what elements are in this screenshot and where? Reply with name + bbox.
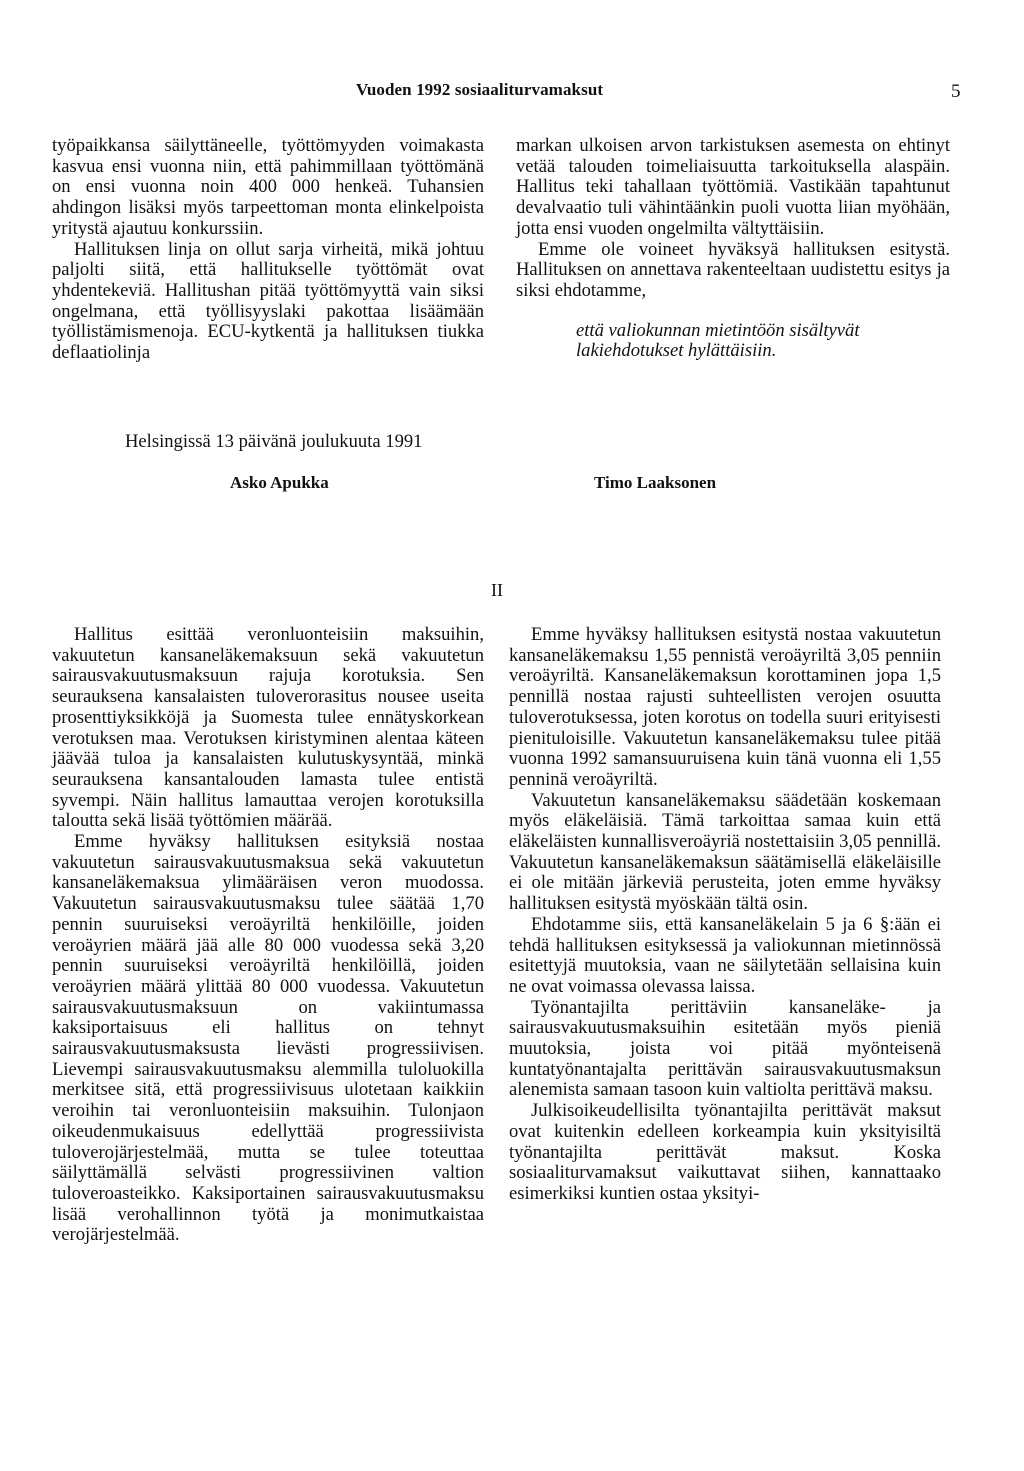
paragraph: Emme ole voineet hyväksyä hallituksen esitystä. Hallituksen on annettava rakenteeltaan uudistettu esitys ja siksi ehdotamme,: [516, 238, 950, 301]
paragraph: Hallituksen linja on ollut sarja virheitä, mikä johtuu paljolti siitä, että hallitukselle työttömät ovat yhdentekeviä. Hallitushan pitää työttömyyttä vain siksi ongelmana, että työllisyyslaki pakottaa lisäämään työllistämismenoja. ECU-kytkentä ja hallituksen tiukka deflaatiolinja: [52, 238, 484, 364]
paragraph: Hallitus esittää veronluonteisiin maksuihin, vakuutetun kansaneläkemaksuun sekä vakuutetun sairausvakuutusmaksuun rajuja korotuksia. Sen seurauksena kansalaisten tuloverorasitus nousee useita prosenttiyksikköjä ja Suomesta tulee ennätyskorkean verotuksen maa. Verotuksen kiristyminen alentaa käteen jäävää tuloa ja kansalaisten kulutuskysyntää, minkä seurauksena kansantalouden lamasta tulee entistä syvempi. Näin hallitus lamauttaa verojen korotuksilla taloutta sekä lisää työttömien määrää.: [52, 624, 484, 832]
paragraph: Emme hyväksy hallituksen esitystä nostaa vakuutetun kansaneläkemaksu 1,55 pennistä veroäyriltä 3,05 penniin veroäyriltä. Kansaneläkemaksun korottaminen jopa 1,5 pennillä nostaa rajusti suhteellisten verojen osuutta tuloverotuksessa, joten korotus on todella suuri erityisesti pienituloisille. Vakuutetun kansaneläkemaksu tulee pitää vuonna 1992 samansuuruisena kuin tänä vuonna eli 1,55 penninä veroäyriltä.: [509, 624, 941, 790]
running-head: Vuoden 1992 sosiaaliturvamaksut: [356, 80, 604, 99]
section2-left-column: [52, 625, 484, 1246]
signer-name: Timo Laaksonen: [594, 473, 717, 492]
signer-name: Asko Apukka: [230, 473, 329, 492]
paragraph: markan ulkoisen arvon tarkistuksen asemesta on ehtinyt vetää talouden toimeliaisuutta tarkoituksella alaspäin. Hallitus teki tahallaan työttömiä. Vastikään tapahtunut devalvaatio tuli vähintäänkin puoli vuotta liian myöhään, jotta ensi vuoden ongelmilta vältyttäisiin.: [516, 135, 950, 239]
section1-left-column: [52, 136, 484, 364]
place-date: Helsingissä 13 päivänä joulukuuta 1991: [125, 431, 423, 452]
paragraph: työpaikkansa säilyttäneelle, työttömyyden voimakasta kasvua ensi vuonna niin, että pahimmillaan työttömänä on ensi vuonna noin 400 000 henkeä. Tuhansien ahdingon lisäksi myös tarpeettoman monta elinkelpoista yritystä ajautuu konkurssiin.: [52, 135, 484, 239]
section1-right-column: [516, 136, 950, 362]
section2-right-column: [509, 625, 941, 1205]
paragraph: Työnantajilta perittäviin kansaneläke- ja sairausvakuutusmaksuihin esitetään myös pieniä muutoksia, joista voi pitää myönteisenä kuntatyönantajalta perittävän sairausvakuutusmaksun alenemista samaan tasoon kuin valtiolta perittävä maksu.: [509, 996, 941, 1101]
motion-statement: että valiokunnan mietintöön sisältyvät lakiehdotukset hylättäisiin.: [576, 319, 860, 362]
paragraph: Emme hyväksy hallituksen esityksiä nostaa vakuutetun sairausvakuutusmaksua sekä vakuutetun kansaneläkemaksua ylimääräisen veron muodossa. Vakuutetun sairausvakuutusmaksu tulee säätää 1,70 pennin suuruiseksi veroäyriltä henkilöille, joiden veroäyrien määrä jää alle 80 000 vuodessa sekä 3,20 pennin suuruiseksi veroäyriltä henkilöillä, joiden veroäyrien määrä ylittää 80 000 vuodessa. Vakuutetun sairausvakuutusmaksuun on vakiintumassa kaksiportaisuus eli hallitus on tehnyt sairausvakuutusmaksusta lievästi progressiivisen. Lievempi sairausvakuutusmaksu alemmilla tuloluokilla merkitsee sitä, että progressiivisuus ulotetaan kaikkiin veroihin tai veronluonteisiin maksuihin. Tulonjaon oikeudenmukaisuus edellyttää progressiivista tuloverojärjestelmää, mutta se tulee toteuttaa säilyttämällä selvästi progressiivinen valtion tuloveroasteikko. Kaksiportainen sairausvakuutusmaksu lisää verohallinnon työtä ja monimutkaistaa verojärjestelmää.: [52, 831, 484, 1246]
paragraph: Ehdotamme siis, että kansaneläkelain 5 ja 6 §:ään ei tehdä hallituksen esityksessä ja valiokunnan mietinnössä esitettyjä muutoksia, vaan ne säilytetään sellaisina kuin ne ovat voimassa olevassa laissa.: [509, 913, 941, 997]
paragraph: Vakuutetun kansaneläkemaksu säädetään koskemaan myös eläkeläisiä. Tämä tarkoittaa samaa kuin että eläkeläisten kunnallisveroäyriä nostettaisiin 3,05 pennillä. Vakuutetun kansaneläkemaksun säätämisellä eläkeläisille ei ole mitään järkeviä perusteita, joten emme hyväksy hallituksen esitystä myöskään tältä osin.: [509, 789, 941, 915]
paragraph: Julkisoikeudellisilta työnantajilta perittävät maksut ovat kuitenkin edelleen korkeampia kuin yksityisiltä työnantajilta perittävät maksut. Koska sosiaaliturvamaksut vaikuttavat siihen, kannattaako esimerkiksi kuntien ostaa yksityi-: [509, 1100, 941, 1204]
page-number: 5: [951, 81, 961, 102]
section-number: II: [491, 580, 503, 600]
